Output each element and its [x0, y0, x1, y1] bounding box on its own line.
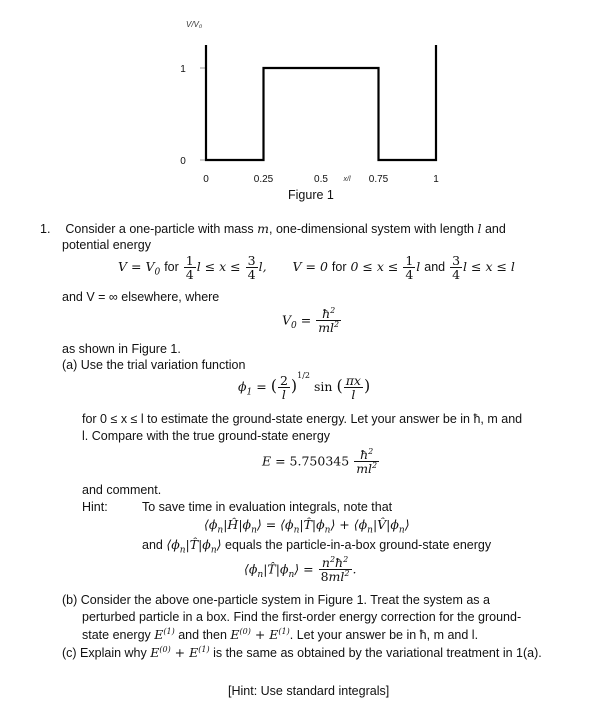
part-b-line-1: (b) Consider the above one-particle system in Figure 1. Treat the system as a [62, 593, 490, 607]
final-hint: [Hint: Use standard integrals] [228, 684, 390, 698]
hint-and: and [142, 538, 163, 552]
x-tick-label-0: 0 [203, 174, 209, 185]
hint-and-line: and $⟨\phi_n|T̂|\phi_n⟩$ equals the particle-in-a-box ground-state energy [142, 537, 492, 556]
intro-length: l [477, 221, 482, 236]
and-comment: and comment. [82, 483, 162, 497]
problem-line-2: potential energy [62, 238, 151, 252]
x-tick-label-0.5: 0.5 [314, 174, 328, 185]
trial-function: $\phi_1$ = ( $\frac{2}{l}$ )$^{1/2}$ sin ( $\frac{\pi x}{l}$ ) [238, 370, 371, 403]
potential-equation: $V = V_0$ for $\frac{1}{4}$ l ≤ x ≤ $\frac{3}{4}$ l, V = 0 for 0 ≤ x ≤ $\frac{1}{4}$ l and $\frac{3}{4}$ l ≤ x ≤ l [118, 253, 515, 283]
intro-text-a: Consider a one-particle with mass [65, 222, 254, 236]
as-shown-line: as shown in Figure 1. [62, 342, 181, 356]
figure-caption: Figure 1 [288, 188, 334, 202]
y-tick-label-1: 1 [180, 64, 186, 75]
kinetic-energy-eq: $⟨\phi_n|T̂|\phi_n⟩$ = $\frac{n^2ħ^2}{8ml^2}$ . [244, 555, 357, 585]
part-b-line-2: perturbed particle in a box. Find the first-order energy correction for the ground- [82, 610, 522, 624]
y-tick-label-0: 0 [180, 156, 186, 167]
energy-value: 5.750345 [289, 453, 350, 469]
part-a-line-2: for 0 ≤ x ≤ l to estimate the ground-state energy. Let your answer be in ħ, m and [82, 412, 523, 426]
intro-text-c: and [484, 222, 506, 236]
part-b-state-energy: state energy [82, 628, 151, 643]
intro-mass: m [257, 221, 270, 236]
y-axis-label: V/V₀ [186, 20, 203, 29]
part-a-line-3: l. Compare with the true ground-state energy [82, 429, 331, 443]
part-c-rest: is the same as obtained by the variational treatment in 1(a). [213, 646, 542, 661]
x-tick-label-0.75: 0.75 [368, 174, 389, 185]
hint-hamiltonian-eq: $⟨\phi_n|Ĥ|\phi_n⟩$ = $⟨\phi_n|T̂|\phi_n⟩$ + $⟨\phi_n|V̂|\phi_n⟩$ [204, 517, 410, 536]
part-b-and-then: and then [178, 628, 227, 643]
part-c-line: (c) Explain why $E^{(0)} + E^{(1)}$ is the same as obtained by the variational treatment in 1(a). [62, 645, 542, 661]
hint-label: Hint: [82, 500, 108, 514]
x-axis-label: x/l [343, 176, 351, 183]
v0-equation: $V_0$ = $\frac{ħ^2}{ml^2}$ [282, 306, 340, 336]
x-tick-label-0.25: 0.25 [253, 174, 274, 185]
problem-number: 1. [40, 222, 51, 236]
problem-line-1 [40, 221, 506, 236]
part-b-line-3: state energy $E^{(1)}$ and then $E^{(0)} + E^{(1)}$. Let your answer be in ħ, m and l. [82, 627, 479, 643]
elsewhere-line: and V = ∞ elsewhere, where [62, 290, 220, 304]
x-tick-label-1: 1 [433, 174, 439, 185]
hint-text: To save time in evaluation integrals, note that [142, 500, 393, 514]
intro-text-b: , one-dimensional system with length [269, 222, 474, 236]
part-a-line-1: (a) Use the trial variation function [62, 358, 246, 372]
part-c-explain: (c) Explain why [62, 646, 147, 661]
part-b-units: . Let your answer be in ħ, m and l. [289, 628, 479, 643]
ground-state-energy: E = 5.750345 $\frac{ħ^2}{ml^2}$ [262, 447, 378, 477]
hint-equals: equals the particle-in-a-box ground-state energy [225, 538, 492, 552]
